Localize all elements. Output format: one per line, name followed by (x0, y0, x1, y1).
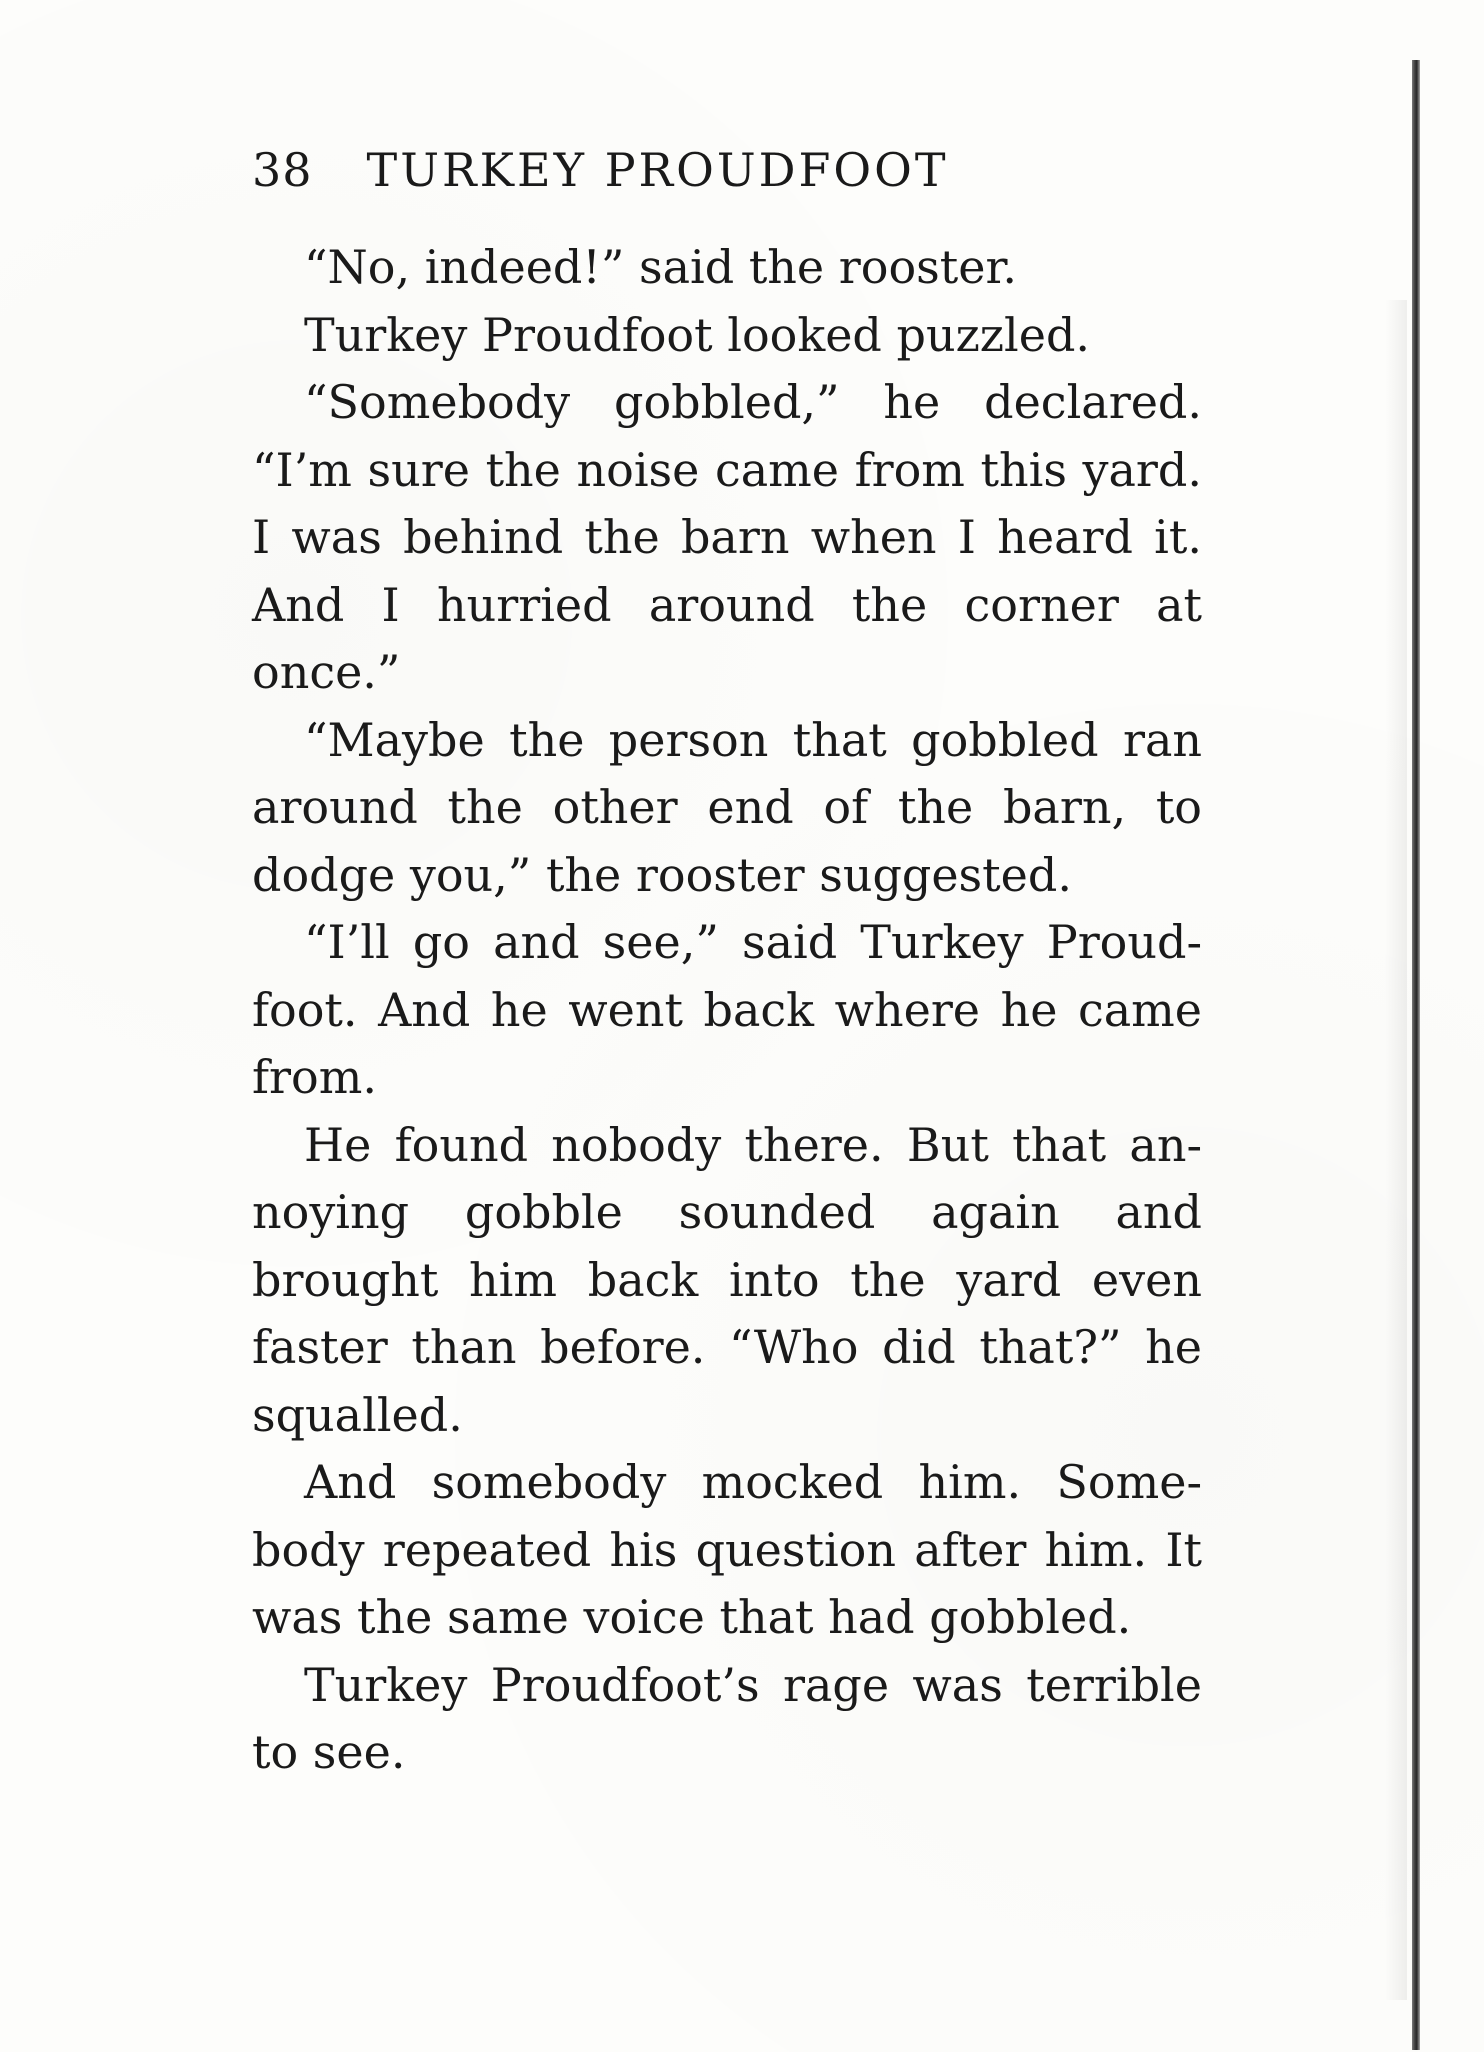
paragraph: He found nobody there. But that annoying gobble sounded again and brought him back into the yard even faster than before. “Who did that?” he squalled. (252, 1117, 1202, 1442)
paragraph: Turkey Proudfoot’s rage was terrible to see. (252, 1657, 1202, 1779)
page-number: 38 (252, 143, 313, 197)
paragraph: “I’ll go and see,” said Turkey Proudfoot. And he went back where he came from. (252, 915, 1202, 1104)
body-text (252, 234, 1202, 1787)
paragraph: Turkey Proudfoot looked puzzled. (304, 307, 1091, 362)
paragraph: “Somebody gobbled,” he declared. “I’m sure the noise came from this yard. I was behind the barn when I heard it. And I hurried around the corner at once.” (252, 375, 1202, 699)
running-title: TURKEY PROUDFOOT (366, 143, 949, 197)
paragraph: “No, indeed!” said the rooster. (304, 240, 1018, 294)
binding-shadow (1385, 300, 1407, 2000)
paragraph: And somebody mocked him. Somebody repeated his question after him. It was the same voice that had gobbled. (252, 1455, 1202, 1644)
page-binding-edge (1412, 60, 1420, 2050)
paragraph: “Maybe the person that gobbled ran around the other end of the barn, to dodge you,” the rooster suggested. (252, 712, 1202, 902)
page-header (252, 140, 1052, 200)
